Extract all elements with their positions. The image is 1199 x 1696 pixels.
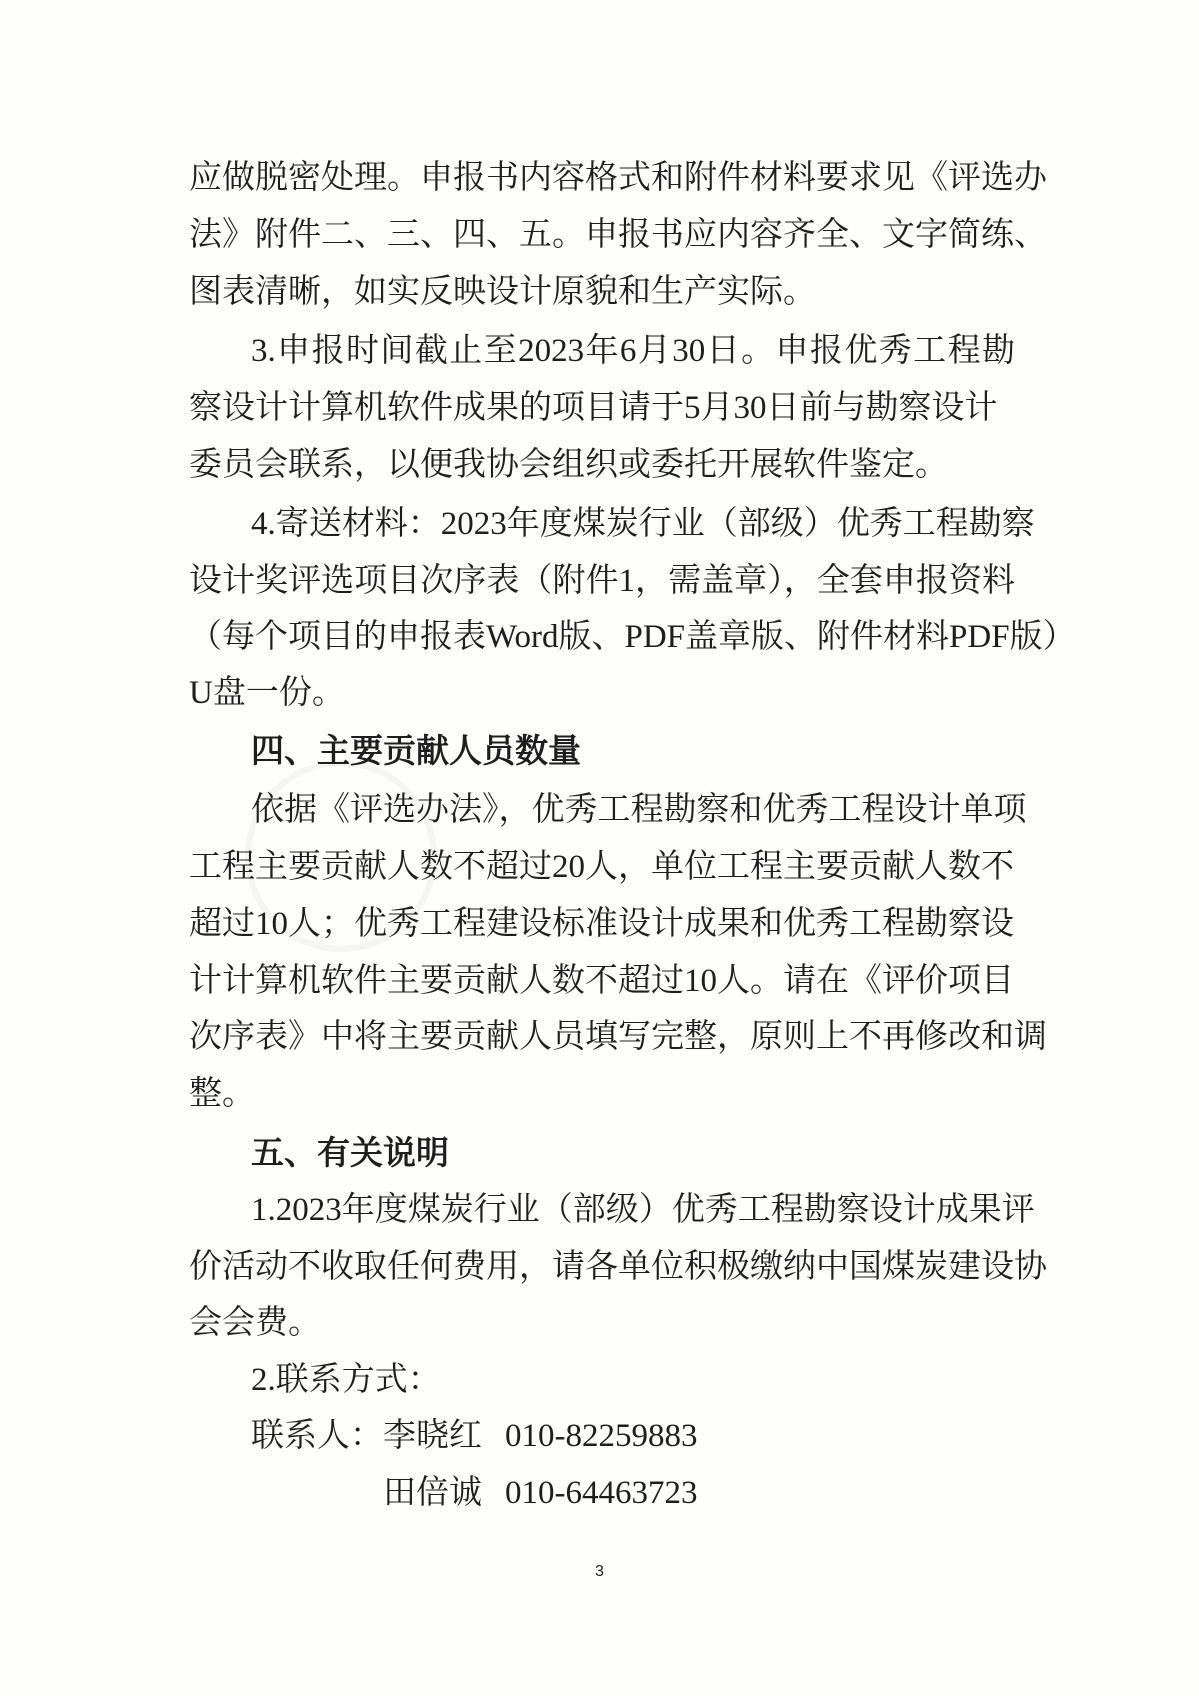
text-line: 会会费。 [189, 1305, 321, 1341]
text-line: 价活动不收取任何费用，请各单位积极缴纳中国煤炭建设协 [189, 1249, 1047, 1285]
text-line: 4.寄送材料：2023年度煤炭行业（部级）优秀工程勘察 [251, 506, 1035, 542]
text-line: 工程主要贡献人数不超过20人，单位工程主要贡献人数不 [189, 849, 1014, 885]
text-line: 整。 [189, 1076, 255, 1112]
text-line: 超过10人；优秀工程建设标准设计成果和优秀工程勘察设 [189, 906, 1014, 942]
text-line: 委员会联系，以便我协会组织或委托开展软件鉴定。 [189, 447, 948, 483]
contact-phone: 010-64463723 [505, 1475, 698, 1511]
text-line: 法》附件二、三、四、五。申报书应内容齐全、文字简练、 [189, 217, 1047, 253]
text-line: 察设计计算机软件成果的项目请于5月30日前与勘察设计 [189, 390, 998, 426]
text-line: U盘一份。 [189, 675, 345, 711]
text-line: 3.申报时间截止至2023年6月30日。申报优秀工程勘 [251, 333, 1015, 369]
contact-phone: 010-82259883 [505, 1418, 698, 1454]
contact-label: 联系人： [251, 1418, 383, 1454]
page-number: 3 [595, 1563, 604, 1580]
contact-name: 田倍诚 [383, 1475, 482, 1511]
text-line: 图表清晰，如实反映设计原貌和生产实际。 [189, 274, 816, 310]
section-heading-4: 四、主要贡献人员数量 [251, 731, 581, 770]
text-line: 计计算机软件主要贡献人数不超过10人。请在《评价项目 [189, 963, 1014, 999]
text-line: 依据《评选办法》，优秀工程勘察和优秀工程设计单项 [251, 792, 1027, 828]
text-line: 设计奖评选项目次序表（附件1，需盖章），全套申报资料 [189, 563, 1015, 599]
text-line: 2.联系方式： [251, 1362, 441, 1398]
text-line: 1.2023年度煤炭行业（部级）优秀工程勘察设计成果评 [251, 1192, 1035, 1228]
section-heading-5: 五、有关说明 [251, 1133, 449, 1172]
contact-name: 李晓红 [383, 1418, 482, 1454]
text-line: （每个项目的申报表Word版、PDF盖章版、附件材料PDF版） [189, 619, 1076, 655]
text-line: 次序表》中将主要贡献人员填写完整，原则上不再修改和调 [189, 1019, 1047, 1055]
text-line: 应做脱密处理。申报书内容格式和附件材料要求见《评选办 [189, 160, 1047, 196]
